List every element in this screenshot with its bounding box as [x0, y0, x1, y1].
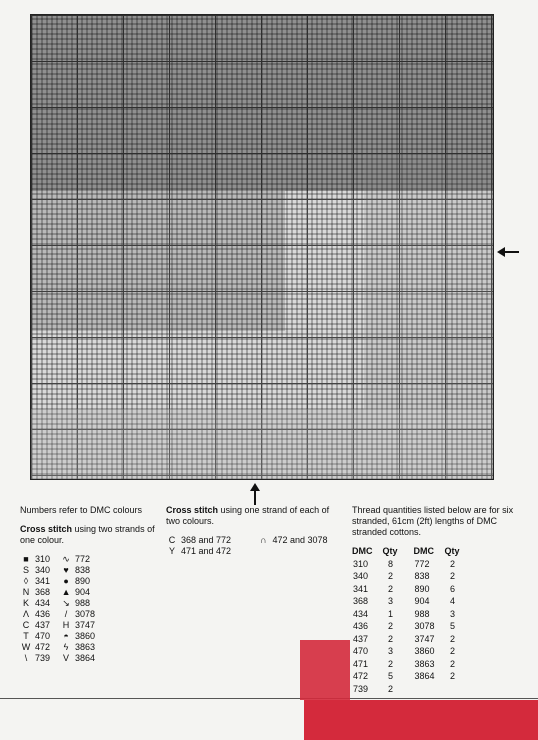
dmc-number: 988: [75, 598, 91, 608]
quantities-cell: 5: [388, 671, 394, 681]
key-row: [60, 620, 95, 631]
center-column-arrow-icon: [249, 483, 261, 505]
quantities-row: [352, 670, 476, 683]
key-row: [20, 598, 50, 609]
quantities-cell: 2: [450, 646, 456, 656]
key-row: [60, 631, 95, 642]
stitch-symbol: T: [23, 631, 29, 641]
quantities-header-cell: Qty: [444, 546, 460, 556]
thread-quantities: [352, 505, 522, 695]
quantities-row: [352, 583, 476, 596]
key-row: [60, 609, 95, 620]
dmc-number: 772: [75, 554, 91, 564]
dmc-number: 436: [35, 609, 51, 619]
key-row: [20, 642, 50, 653]
quantities-cell: [445, 683, 476, 696]
quantities-cell: 1: [388, 608, 394, 619]
dmc-number: 341: [35, 576, 51, 586]
quantities-cell: 341: [353, 583, 369, 594]
stitch-symbol: Y: [168, 546, 175, 556]
blended-title: Cross stitch: [166, 505, 219, 515]
symbol-key-column-2: [60, 554, 95, 664]
quantities-cell: 2: [388, 621, 394, 631]
stitch-symbol: ϟ: [63, 642, 69, 652]
quantities-row: [352, 620, 476, 633]
stitch-symbol: /: [64, 609, 68, 619]
dmc-number: 434: [35, 598, 51, 608]
blended-key-row: [258, 535, 337, 546]
key-row: [20, 620, 50, 631]
quantities-row: [352, 645, 476, 658]
key-row: [60, 565, 95, 576]
quantities-cell: 3864: [414, 671, 435, 681]
stitch-symbol: ♥: [63, 565, 69, 575]
quantities-cell: 310: [353, 558, 369, 569]
stitch-symbol: C: [22, 620, 30, 630]
quantities-cell: 6: [450, 583, 456, 594]
quantities-cell: 471: [353, 658, 369, 669]
symbol-key: [20, 554, 160, 664]
quantities-cell: 434: [353, 608, 369, 619]
stitch-symbol: Λ: [22, 609, 29, 619]
quantities-cell: 368: [353, 596, 369, 606]
page-divider: [0, 698, 538, 699]
quantities-row: [352, 683, 476, 696]
quantities-cell: 890: [414, 583, 430, 594]
symbol-key-column-1: [20, 554, 50, 664]
quantities-cell: 2: [450, 671, 456, 681]
quantities-body: [352, 558, 476, 696]
dmc-number: 472: [35, 642, 51, 652]
legend-intro: Numbers refer to DMC colours: [20, 505, 143, 515]
center-row-arrow-icon: [497, 246, 519, 258]
quantities-cell: 3860: [414, 646, 435, 656]
blended-key: [166, 535, 336, 557]
dmc-number: 437: [35, 620, 51, 630]
quantities-cell: 838: [414, 571, 430, 581]
stitch-symbol: K: [22, 598, 29, 608]
dmc-number: 3860: [75, 631, 96, 641]
quantities-table: [352, 546, 476, 695]
quantities-cell: 340: [353, 571, 369, 581]
key-row: [20, 653, 50, 664]
quantities-row: [352, 608, 476, 621]
stitch-symbol: S: [22, 565, 29, 575]
quantities-cell: 3: [388, 646, 394, 656]
dmc-number: 904: [75, 587, 91, 597]
dmc-number: 3747: [75, 620, 96, 630]
quantities-row: [352, 633, 476, 646]
brand-corner-logo: [304, 700, 538, 740]
quantities-cell: 2: [388, 633, 394, 644]
quantities-row: [352, 570, 476, 583]
key-row: [20, 565, 50, 576]
quantities-cell: 2: [450, 558, 456, 569]
quantities-cell: 772: [414, 558, 430, 569]
quantities-header-cell: DMC: [413, 546, 435, 556]
quantities-cell: 8: [388, 558, 394, 569]
quantities-row: [352, 558, 476, 571]
dmc-number: 739: [35, 653, 51, 663]
blended-label: 368 and 772: [181, 535, 232, 545]
blended-key-row: [166, 546, 240, 557]
quantities-cell: 988: [414, 608, 430, 619]
quantities-row: [352, 658, 476, 671]
legend-two-strands: [20, 505, 160, 664]
key-row: [60, 576, 95, 587]
quantities-cell: 904: [414, 596, 430, 606]
cross-stitch-title: Cross stitch: [20, 524, 73, 534]
stitch-symbol: N: [22, 587, 30, 597]
blended-label: 472 and 3078: [272, 535, 328, 545]
quantities-row: [352, 595, 476, 608]
quantities-cell: 739: [353, 683, 369, 694]
cross-stitch-desc: using two strands of one colour.: [20, 524, 155, 545]
chart-light-region: [364, 154, 493, 409]
stitch-symbol: V: [63, 653, 70, 663]
quantities-cell: 2: [388, 583, 394, 594]
quantities-cell: 2: [388, 571, 394, 581]
stitch-symbol: C: [168, 535, 176, 545]
dmc-number: 890: [75, 576, 91, 586]
dmc-number: 3864: [75, 653, 96, 663]
stitch-symbol: ▲: [61, 587, 71, 597]
quantities-cell: 436: [353, 621, 369, 631]
key-row: [60, 598, 95, 609]
stitch-symbol: ◓: [63, 631, 69, 641]
quantities-cell: 3: [388, 596, 394, 606]
cross-stitch-description: [20, 524, 160, 546]
key-row: [60, 642, 95, 653]
blended-key-row: [166, 535, 240, 546]
key-row: [60, 587, 95, 598]
quantities-header-cell: DMC: [352, 546, 373, 556]
quantities-intro: Thread quantities listed below are for six stranded, 61cm (2ft) lengths of DMC stranded cottons.: [352, 505, 514, 537]
quantities-header-cell: Qty: [382, 546, 398, 556]
dmc-number: 340: [35, 565, 51, 575]
stitch-symbol: ■: [23, 554, 29, 564]
quantities-cell: 3078: [414, 621, 435, 631]
quantities-cell: 3747: [414, 633, 435, 644]
stitch-symbol: ●: [63, 576, 69, 586]
key-row: [20, 587, 50, 598]
dmc-number: 3078: [75, 609, 96, 619]
quantities-cell: 472: [353, 671, 369, 681]
stitch-symbol: ∿: [62, 554, 70, 564]
quantities-cell: [414, 683, 445, 696]
dmc-number: 838: [75, 565, 91, 575]
stitch-chart-grid: [30, 14, 494, 480]
quantities-cell: 2: [450, 633, 456, 644]
stitch-symbol: ↘: [62, 598, 70, 608]
stitch-symbol: ∩: [260, 535, 267, 545]
brand-corner-tab: [300, 640, 350, 700]
quantities-cell: 4: [450, 596, 456, 606]
stitch-symbol: ◊: [23, 576, 29, 586]
legend-blended: [166, 505, 336, 557]
stitch-symbol: \: [24, 653, 28, 663]
dmc-number: 368: [35, 587, 51, 597]
quantities-header-row: [352, 546, 476, 558]
key-row: [20, 609, 50, 620]
blended-desc: using one strand of each of two colours.: [166, 505, 330, 526]
key-row: [20, 554, 50, 565]
quantities-cell: 5: [450, 621, 456, 631]
quantities-cell: 437: [353, 633, 369, 644]
quantities-cell: 2: [388, 683, 394, 694]
quantities-cell: 3: [450, 608, 456, 619]
stitch-symbol: H: [62, 620, 70, 630]
blended-label: 471 and 472: [181, 546, 232, 556]
key-row: [20, 576, 50, 587]
key-row: [20, 631, 50, 642]
stitch-symbol: W: [21, 642, 31, 652]
quantities-cell: 2: [450, 658, 456, 669]
quantities-cell: 2: [388, 658, 394, 669]
chart-mid-region: [31, 191, 285, 330]
quantities-cell: 470: [353, 646, 369, 656]
dmc-number: 3863: [75, 642, 96, 652]
dmc-number: 470: [35, 631, 51, 641]
key-row: [60, 653, 95, 664]
dmc-number: 310: [35, 554, 51, 564]
quantities-cell: 2: [450, 571, 456, 581]
quantities-cell: 3863: [414, 658, 435, 669]
chart-bottom-region: [31, 409, 493, 479]
blended-description: [166, 505, 336, 527]
key-row: [60, 554, 95, 565]
